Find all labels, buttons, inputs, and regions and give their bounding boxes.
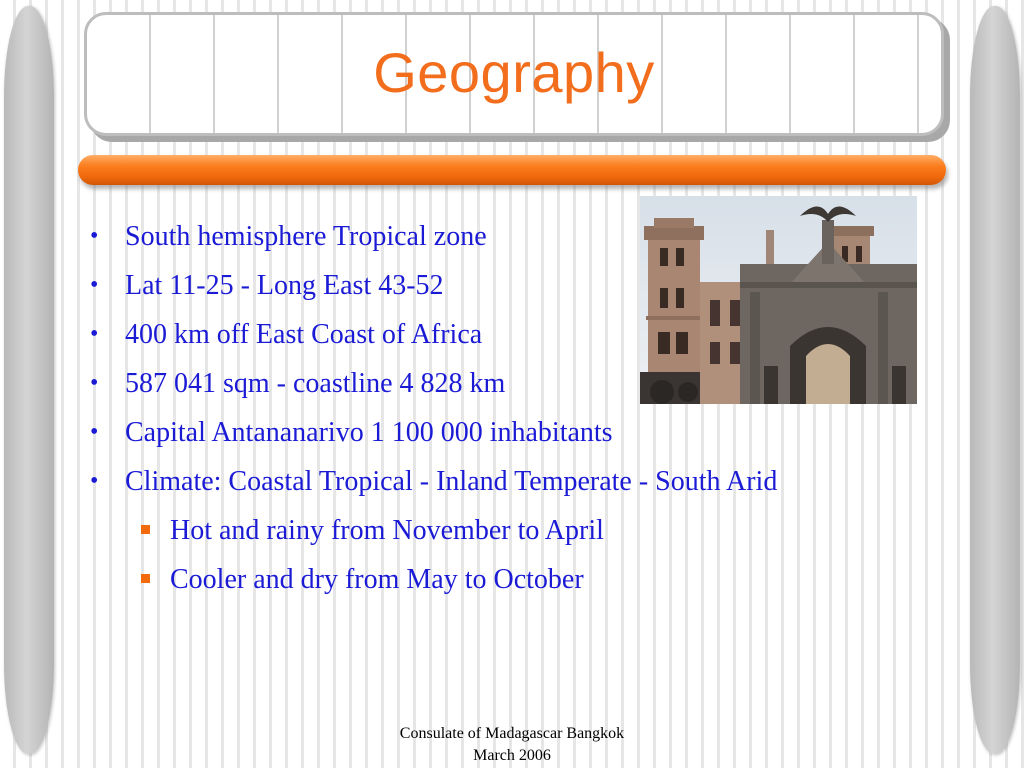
square-bullet-icon xyxy=(141,574,150,583)
sub-bullet-text: Hot and rainy from November to April xyxy=(170,515,604,546)
bullet-text: 400 km off East Coast of Africa xyxy=(125,319,483,350)
sub-bullet-item xyxy=(90,555,777,604)
bullet-text: 587 041 sqm - coastline 4 828 km xyxy=(125,368,506,399)
square-bullet-icon xyxy=(141,525,150,534)
slide-title: Geography xyxy=(373,40,655,104)
sub-bullet-text: Cooler and dry from May to October xyxy=(170,564,584,595)
bullet-text: Climate: Coastal Tropical - Inland Temperate - South Arid xyxy=(125,466,778,497)
bullet-text: South hemisphere Tropical zone xyxy=(125,221,487,252)
bullet-dot: • xyxy=(90,321,99,347)
bullet-item xyxy=(90,212,777,261)
bullet-list xyxy=(90,212,777,604)
bullet-item xyxy=(90,359,777,408)
bullet-text: Capital Antananarivo 1 100 000 inhabitants xyxy=(125,417,613,448)
sub-bullet-item xyxy=(90,506,777,555)
bullet-dot: • xyxy=(90,223,99,249)
bullet-item xyxy=(90,457,777,506)
right-decorative-bar xyxy=(970,6,1020,754)
footer-line-2: March 2006 xyxy=(473,747,551,764)
title-underline-bar xyxy=(78,155,946,185)
bullet-dot: • xyxy=(90,272,99,298)
bullet-dot: • xyxy=(90,468,99,494)
bullet-item xyxy=(90,261,777,310)
bullet-item xyxy=(90,310,777,359)
footer-line-1: Consulate of Madagascar Bangkok xyxy=(399,725,625,742)
title-box xyxy=(84,12,944,136)
slide-footer xyxy=(360,723,664,767)
bullet-dot: • xyxy=(90,419,99,445)
bullet-item xyxy=(90,408,777,457)
left-decorative-bar xyxy=(4,6,54,754)
bullet-dot: • xyxy=(90,370,99,396)
bullet-text: Lat 11-25 - Long East 43-52 xyxy=(125,270,444,301)
